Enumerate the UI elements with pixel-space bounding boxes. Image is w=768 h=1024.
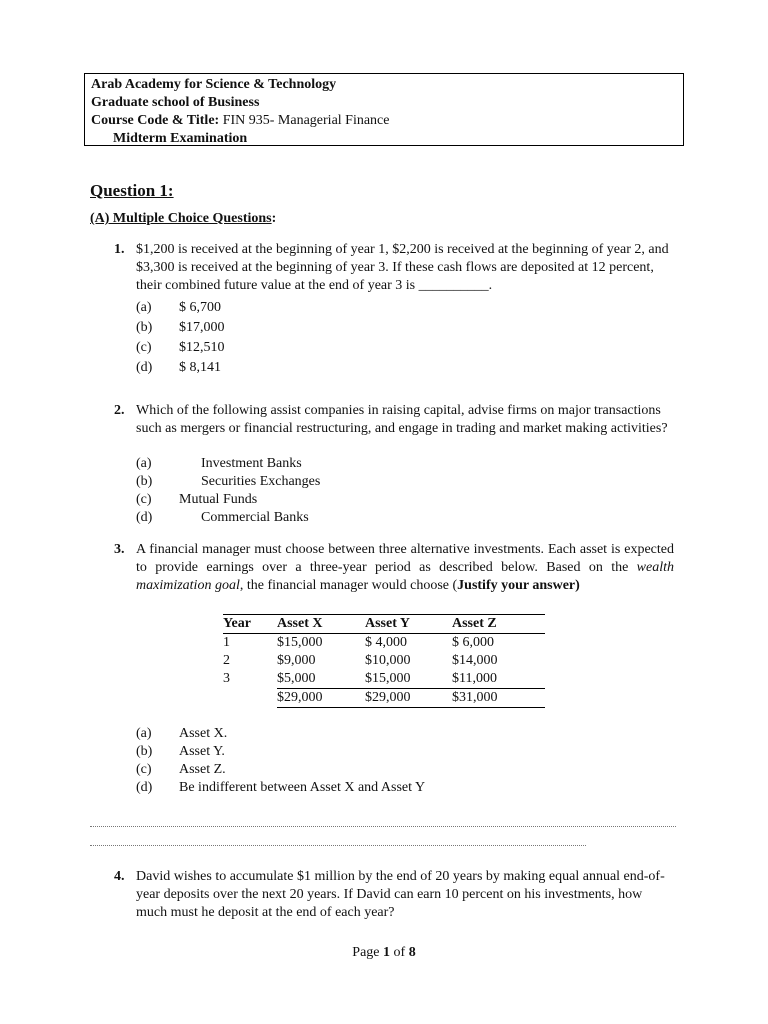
option-text: Commercial Banks [201,510,309,525]
question-title: Question 1: [90,181,174,200]
page-footer [0,944,768,962]
table-cell: $5,000 [277,671,316,686]
exam-title: Midterm Examination [113,131,248,146]
option-text: $ 8,141 [179,360,221,375]
table-cell: $15,000 [365,671,411,686]
question-1 [114,241,674,295]
earnings-table [223,614,545,708]
question-number: 4. [114,869,125,884]
answer-line [90,826,676,827]
option-text: Asset Z. [179,762,226,777]
option-text: Be indifferent between Asset X and Asset Y [179,780,426,795]
option-label: (c) [136,762,152,777]
table-row [223,652,545,670]
section-title-colon: : [271,211,277,226]
table-cell: $15,000 [277,635,323,650]
question-number: 3. [114,542,125,557]
table-cell: $10,000 [365,653,411,668]
exam-header-box [84,73,684,146]
question-number: 2. [114,403,125,418]
option-text: Asset X. [179,726,228,741]
option-text: $ 6,700 [179,300,221,315]
page-of-label: of [390,945,409,960]
question-text-bold: Justify your answer) [457,578,580,593]
column-header: Year [223,615,277,634]
table-cell: 2 [223,653,230,668]
question-4 [114,868,674,922]
table-cell: 1 [223,635,230,650]
option-label: (d) [136,780,153,795]
option-label: (d) [136,360,153,375]
table-total-row [223,689,545,708]
option-text: Mutual Funds [179,492,258,507]
question-text: Which of the following assist companies in raising capital, advise firms on major transactions such as mergers or financial restructuring, and engage in trading and market making activities? [136,403,668,436]
question-text: $1,200 is received at the beginning of year 1, $2,200 is received at the beginning of year 2, and $3,300 is received at the beginning of year 3. If these cash flows are deposited at 12 percent, their combined future value at the end of year 3 is __________. [136,242,669,293]
page-total: 8 [408,945,416,960]
option-label: (c) [136,492,152,507]
table-cell: $9,000 [277,653,316,668]
column-header: Asset X [277,615,365,634]
option-text: Securities Exchanges [201,474,321,489]
table-cell: $11,000 [452,671,497,686]
option-label: (b) [136,474,153,489]
option-label: (d) [136,510,153,525]
option-label: (b) [136,744,153,759]
option-label: (c) [136,340,152,355]
option-label: (b) [136,320,153,335]
question-3 [114,541,674,595]
table-cell: $ 6,000 [452,635,494,650]
school-name: Graduate school of Business [91,95,260,110]
option-text: Asset Y. [179,744,225,759]
option-label: (a) [136,300,152,315]
option-label: (a) [136,456,152,471]
question-number: 1. [114,242,125,257]
column-header: Asset Y [365,615,452,634]
column-header: Asset Z [452,615,545,634]
page-label: Page [352,945,384,960]
section-title [90,210,276,228]
section-title-text: (A) Multiple Choice Questions [90,211,272,226]
question-2 [114,402,674,438]
institution-name: Arab Academy for Science & Technology [91,77,337,92]
table-cell: $29,000 [365,689,452,708]
question-text: David wishes to accumulate $1 million by the end of 20 years by making equal annual end-of-year deposits over the next 20 years. If David can earn 10 percent on his investments, how much must he deposit at the end of each year? [136,869,665,920]
course-value: FIN 935- Managerial Finance [219,113,390,128]
table-row [223,634,545,653]
question-text-part: A financial manager must choose between three alternative investments. Each asset is expected to provide earnings over a three-year period as described below. Based on the [136,542,674,575]
course-label: Course Code & Title: [91,113,220,128]
asset-earnings-table [223,614,545,708]
option-label: (a) [136,726,152,741]
table-cell: $29,000 [277,689,365,708]
option-text: Investment Banks [201,456,302,471]
table-cell: $31,000 [452,689,545,708]
table-cell: $14,000 [452,653,498,668]
question-text [136,541,674,595]
table-cell: $ 4,000 [365,635,407,650]
table-cell [223,689,277,708]
option-text: $12,510 [179,340,225,355]
table-header-row [223,615,545,634]
option-text: $17,000 [179,320,225,335]
course-line [91,112,677,130]
question-text-italic: wealth maximization goal [136,560,674,593]
answer-line [90,845,586,846]
page-number: 1 [383,945,391,960]
question-text-part: , the financial manager would choose ( [239,578,458,593]
table-cell: 3 [223,671,230,687]
table-row [223,670,545,689]
